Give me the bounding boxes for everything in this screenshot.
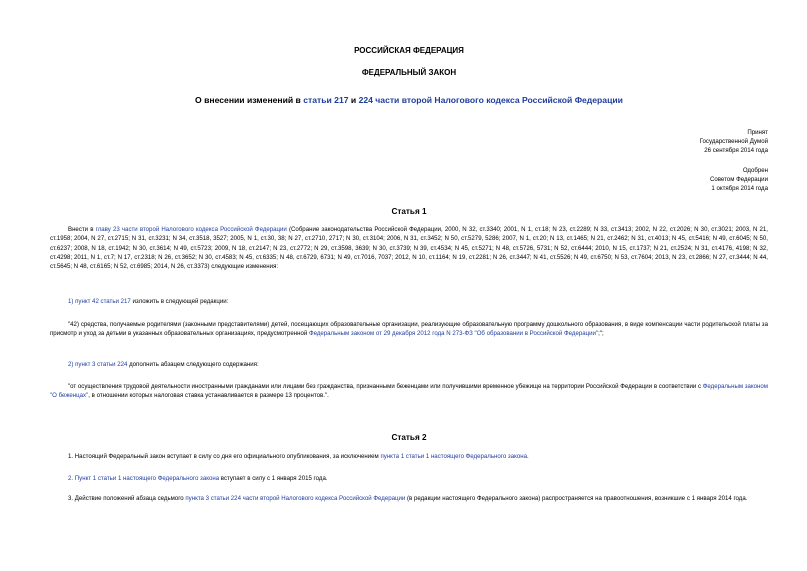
item-2-text: дополнить абзацем следующего содержания:: [127, 361, 259, 368]
article-1-item-2: [50, 360, 768, 369]
approved-date: 1 октября 2014 года: [711, 185, 768, 193]
article-2-paragraph-3: [50, 494, 768, 503]
item-1-number: 1): [68, 298, 76, 305]
p1-link[interactable]: пункта 1 статьи 1 настоящего Федерального закона: [380, 453, 527, 460]
p1-text-b: .: [526, 453, 529, 460]
item-1-link[interactable]: пункт 42 статьи 217: [75, 298, 131, 305]
p2-text-b: вступает в силу с 1 января 2015 года.: [219, 475, 328, 482]
article-1-quote-2: [50, 382, 768, 401]
title-link-article-217[interactable]: статьи 217: [303, 95, 349, 105]
item-2-number: 2): [68, 361, 76, 368]
article-1-item-1: [50, 297, 768, 306]
article-1-heading: Статья 1: [391, 207, 427, 216]
p3-text-a: 3. Действие положений абзаца седьмого: [68, 495, 186, 502]
title-text-a: О внесении изменений в: [195, 95, 304, 105]
article-2-paragraph-1: [50, 452, 768, 461]
intro-text-b: (Собрание законодательства Российской Федерации, 2000, N 32, ст.3340; 2001, N 1, ст.18; N 23, ст.2289; N 33, ст.3413; 2002, N 22, ст.2026; N 30, ст.3021; 2003, N 21, ст.1958; 2004, N 27, ст.2715; N 31, ст.3231; N 34, ст.3518, 3527; 2005, N 1, ст.30, 38; N 27, ст.2710, 2717; N 30, ст.3104; 2006, N 31, ст.3452; N 50, ст.5279, 5286; 2007, N 1, ст.20; N 13, ст.1465; N 21, ст.2462; N 31, ст.4013; N 45, ст.5416; N 49, ст.6045; N 50, ст.6237; 2008, N 18, ст.1942; N 30, ст.3614; N 49, ст.5723; 2009, N 18, ст.2147; N 23, ст.2772; N 29, ст.3598, 3639; N 30, ст.3739; N 39, ст.4534; N 45, ст.5271; N 48, ст.5726, 5731; N 52, ст.6444; 2010, N 15, ст.1737; N 21, ст.2524; N 31, ст.4176, 4198; N 32, ст.4298; 2011, N 1, ст.7; N 17, ст.2318; N 26, ст.3652; N 30, ст.4583; N 45, ст.6335; N 48, ст.6729, 6731; N 49, ст.7016, 7037; 2012, N 10, ст.1164; N 19, ст.2281; N 26, ст.3447; N 41, ст.5526; N 49, ст.6750; N 53, ст.7604; 2013, N 23, ст.2866; N 27, ст.3444; N 44, ст.5645; N 48, ст.6165; N 52, ст.6985; 2014, N 26, ст.3373) следующие изменения:: [50, 226, 768, 271]
adopted-label: Принят: [747, 129, 768, 136]
item-2-link[interactable]: пункт 3 статьи 224: [75, 361, 128, 368]
quote-2-text-a: "от осуществления трудовой деятельности иностранными гражданами или лицами без гражданства, признанными беженцами или получившими временное убежище на территории Российской Федерации в соответствии с: [68, 383, 703, 390]
adopted-by: Государственной Думой: [699, 138, 768, 146]
title-link-article-224[interactable]: 224 части второй Налогового кодекса Российской Федерации: [358, 95, 623, 105]
header-country: РОССИЙСКАЯ ФЕДЕРАЦИЯ: [354, 46, 464, 55]
p3-link[interactable]: пункта 3 статьи 224 части второй Налогового кодекса Российской Федерации: [185, 495, 406, 502]
header-law-type: ФЕДЕРАЛЬНЫЙ ЗАКОН: [361, 68, 457, 77]
quote-2-link-refugees-law[interactable]: Федеральным законом "О беженцах": [50, 383, 768, 400]
approval-block: [710, 166, 768, 194]
approved-label: Одобрен: [742, 167, 768, 174]
p1-text-a: 1. Настоящий Федеральный закон вступает в силу со дня его официального опубликования, за исключением: [68, 453, 381, 460]
intro-link-chapter-23[interactable]: главу 23 части второй Налогового кодекса Российской Федерации: [95, 226, 287, 233]
p2-link[interactable]: 2. Пункт 1 статьи 1 настоящего Федерального закона: [68, 475, 220, 482]
article-2-paragraph-2: [50, 474, 768, 483]
approved-by: Советом Федерации: [709, 176, 768, 184]
article-1-intro: [50, 225, 768, 271]
adoption-block: [700, 128, 768, 156]
law-title: [50, 96, 768, 105]
quote-1-text-b: ;";: [598, 330, 604, 338]
intro-text-a: Внести в: [68, 226, 96, 233]
quote-1-text-a: "42) средства, получаемые родителями (законными представителями) детей, посещающих образовательные организации, реализующие образовательную программу дошкольного образования, в виде компенсации части родительской платы за присмотр и уход за детьми в указанных образовательных организациях, предусмотренной: [50, 321, 768, 338]
quote-2-text-b: , в отношении которых налоговая ставка устанавливается в размере 13 процентов.".: [88, 392, 329, 400]
article-2-heading: Статья 2: [391, 433, 427, 442]
title-text-b: и: [348, 95, 359, 105]
article-1-quote-1: [50, 320, 768, 339]
item-1-text: изложить в следующей редакции:: [130, 298, 229, 305]
quote-1-link-education-law[interactable]: Федеральным законом от 29 декабря 2012 года N 273-ФЗ "Об образовании в Российской Федерации": [308, 330, 599, 338]
p3-text-b: (в редакции настоящего Федерального закона) распространяется на правоотношения, возникшие с 1 января 2014 года.: [405, 495, 748, 502]
adopted-date: 26 сентября 2014 года: [704, 147, 768, 155]
